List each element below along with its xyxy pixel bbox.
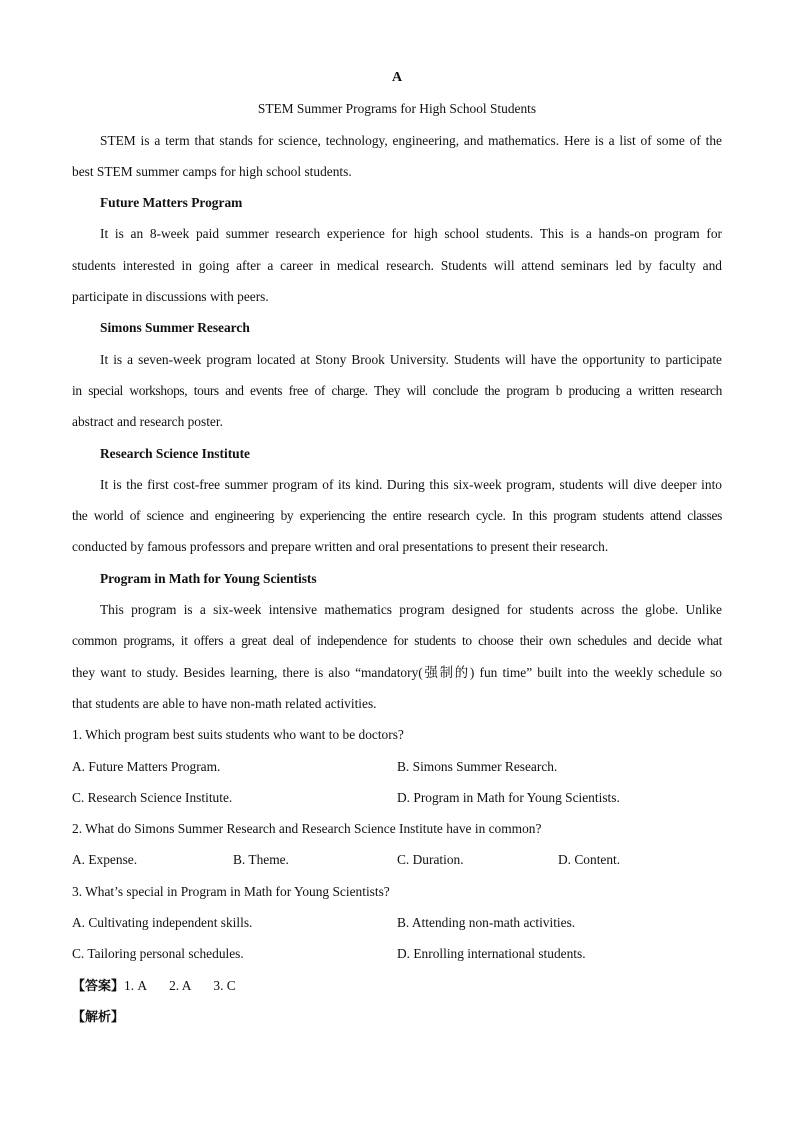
paragraph-line: This program is a six-week intensive mathematics program designed for students across the globe. Unlike xyxy=(100,602,722,618)
analysis-label: 【解析】 xyxy=(72,1009,125,1025)
question-stem: 1. Which program best suits students who want to be doctors? xyxy=(72,727,404,743)
paragraph-line: It is the first cost-free summer program of its kind. During this six-week program, students will dive deeper into xyxy=(100,476,722,492)
option-a[interactable]: A. Expense. xyxy=(72,852,138,868)
answer-item: 3. C xyxy=(213,977,236,993)
intro-line: STEM is a term that stands for science, technology, engineering, and mathematics. Here is a list of some of the xyxy=(100,132,722,148)
answer-key xyxy=(72,970,722,1001)
option-b[interactable]: B. Theme. xyxy=(233,852,289,868)
option-c[interactable]: C. Tailoring personal schedules. xyxy=(72,946,244,962)
paragraph-line: common programs, it offers a great deal of independence for students to choose their own schedules and decide what xyxy=(72,633,722,649)
question-options xyxy=(72,907,722,938)
question-stem: 3. What’s special in Program in Math for Young Scientists? xyxy=(72,883,390,899)
analysis-section xyxy=(72,1001,722,1032)
paragraph-line: they want to study. Besides learning, there is also “mandatory(强制的) fun time” built into the weekly schedule so xyxy=(72,664,722,680)
paragraph-line: the world of science and engineering by experiencing the entire research cycle. In this program students attend classes xyxy=(72,508,722,524)
paragraph-line: that students are able to have non-math related activities. xyxy=(72,695,377,711)
paragraph-line: participate in discussions with peers. xyxy=(72,289,269,305)
option-b[interactable]: B. Simons Summer Research. xyxy=(397,758,558,774)
question-stem: 2. What do Simons Summer Research and Research Science Institute have in common? xyxy=(72,821,542,837)
paragraph-line: conducted by famous professors and prepare written and oral presentations to present their research. xyxy=(72,539,609,555)
answer-label: 【答案】 xyxy=(72,978,125,994)
option-a[interactable]: A. Future Matters Program. xyxy=(72,758,221,774)
section-heading: Research Science Institute xyxy=(100,445,250,461)
option-d[interactable]: D. Enrolling international students. xyxy=(397,946,586,962)
option-d[interactable]: D. Program in Math for Young Scientists. xyxy=(397,789,620,805)
paragraph-line: It is a seven-week program located at Stony Brook University. Students will have the opportunity to participate xyxy=(100,351,722,367)
intro-line: best STEM summer camps for high school students. xyxy=(72,163,352,179)
section-heading: Simons Summer Research xyxy=(100,320,250,336)
option-c[interactable]: C. Research Science Institute. xyxy=(72,789,233,805)
paragraph-line: students interested in going after a career in medical research. Students will attend seminars led by faculty and xyxy=(72,257,722,273)
question-options xyxy=(72,844,722,875)
answer-item: 1. A xyxy=(124,977,148,993)
paragraph-line: It is an 8-week paid summer research experience for high school students. This is a hands-on program for xyxy=(100,226,722,242)
question-options xyxy=(72,782,722,813)
answer-item: 2. A xyxy=(169,977,192,993)
section-heading: Program in Math for Young Scientists xyxy=(100,570,317,586)
paragraph-line: in special workshops, tours and events free of charge. They will conclude the program b producing a written research xyxy=(72,382,722,398)
option-b[interactable]: B. Attending non-math activities. xyxy=(397,915,576,931)
passage-letter: A xyxy=(391,70,403,85)
paragraph-line: abstract and research poster. xyxy=(72,414,223,430)
passage-title: STEM Summer Programs for High School Students xyxy=(257,101,537,117)
question-options xyxy=(72,938,722,969)
option-c[interactable]: C. Duration. xyxy=(397,852,464,868)
document-content xyxy=(72,62,722,1032)
option-a[interactable]: A. Cultivating independent skills. xyxy=(72,915,253,931)
section-heading: Future Matters Program xyxy=(100,195,243,211)
question-options xyxy=(72,751,722,782)
option-d[interactable]: D. Content. xyxy=(558,852,621,868)
